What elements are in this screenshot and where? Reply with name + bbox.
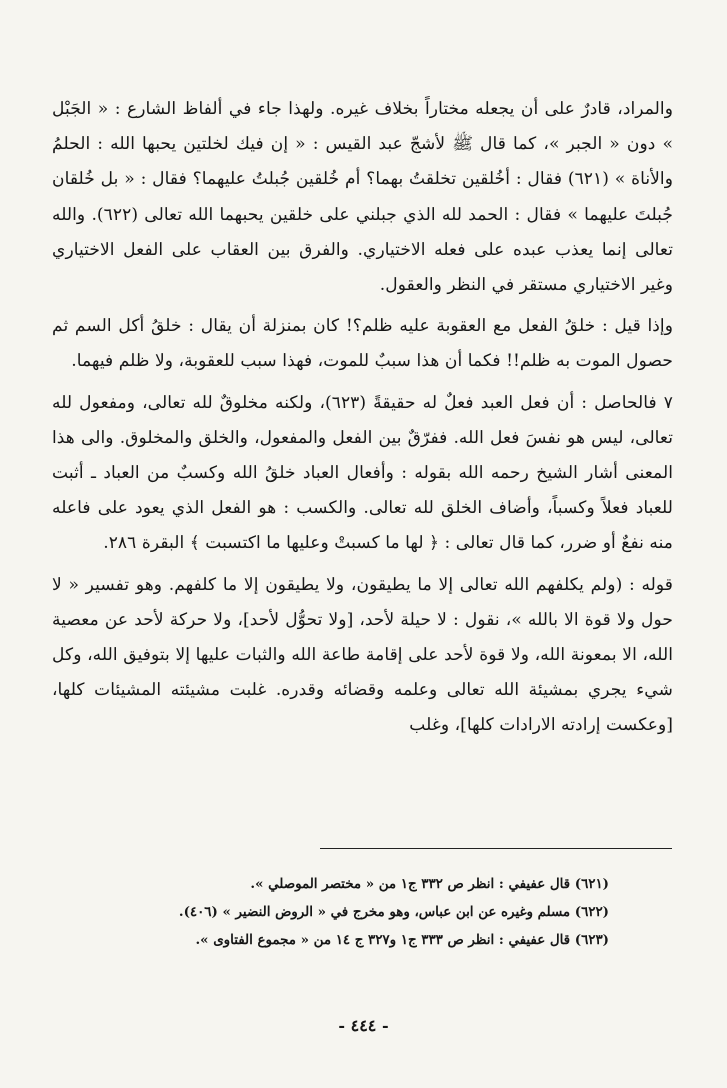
footnote-divider: [320, 848, 672, 849]
footnotes: [169, 870, 609, 954]
paragraph-3: ٧ فالحاصل : أن فعل العبد فعلٌ له حقيقةً (٦٢٣)، ولكنه مخلوقٌ لله تعالى، ومفعول لله تعالى، ليس هو نفسَ فعل الله. ففرّقٌ بين الفعل والمفعول، والخلق والمخلوق. والى هذا المعنى أشار الشيخ رحمه الله بقوله : وأفعال العباد خلقُ الله وكسبٌ من العباد ـ أثبت للعباد فعلاً وكسباً، وأضاف الخلق لله تعالى. والكسب : هو الفعل الذي يعود على فاعله منه نفعٌ أو ضرر، كما قال تعالى : ﴿ لها ما كسبتْ وعليها ما اكتسبت ﴾ البقرة ٢٨٦.: [52, 392, 674, 554]
paragraph-2: وإذا قيل : خلقُ الفعل مع العقوبة عليه ظلم؟! كان بمنزلة أن يقال : خلقُ أكل السم ثم حصول الموت به ظلم!! فكما أن هذا سببٌ للموت، فهذا سبب للعقوبة، ولا ظلم فيهما.: [52, 316, 673, 372]
page-number: - ٤٤٤ -: [338, 1016, 389, 1035]
footnote-622: (٦٢٢) مسلم وغيره عن ابن عباس، وهو مخرج في « الروض النضير » (٤٠٦).: [178, 904, 609, 920]
paragraph-4: قوله : (ولم يكلفهم الله تعالى إلا ما يطيقون، ولا يطيقون إلا ما كلفهم. وهو تفسير « لا حول ولا قوة الا بالله »، نقول : لا حيلة لأحد، [ولا تحوُّل لأحد]، ولا حركة لأحد عن معصية الله، الا بمعونة الله، ولا قوة لأحد على إقامة طاعة الله والثبات عليها إلا بتوفيق الله، وكل شيء يجري بمشيئة الله تعالى وعلمه وقضائه وقدره. غلبت مشيئته المشيئات كلها، [وعكست إرادته الارادات كلها]، وغلب: [52, 574, 673, 736]
main-text: [52, 92, 673, 744]
footnote-623: (٦٢٣) قال عفيفي : انظر ص ٣٣٣ ج١ و٣٢٧ ج ١٤ من « مجموع الفتاوى ».: [195, 932, 609, 948]
footnote-621: (٦٢١) قال عفيفي : انظر ص ٣٣٢ ج١ من « مختصر الموصلي ».: [250, 876, 609, 892]
paragraph-1: والمراد، قادرٌ على أن يجعله مختاراً بخلاف غيره. ولهذا جاء في ألفاظ الشارع : « الجَبْل » دون « الجبر »، كما قال ﷺ لأشجّ عبد القيس : « إن فيك لخلتين يحبها الله : الحلمُ والأناة » (٦٢١) فقال : أخُلقين تخلقتُ بهما؟ أم خُلقين جُبلتُ عليهما؟ فقال : « بل خُلقان جُبلتَ عليهما » فقال : الحمد لله الذي جبلني على خلقين يحبهما الله تعالى (٦٢٢). والله تعالى إنما يعذب عبده على فعله الاختياري. والفرق بين العقاب على الفعل الاختياري وغير الاختياري مستقر في النظر والعقول.: [52, 99, 673, 296]
